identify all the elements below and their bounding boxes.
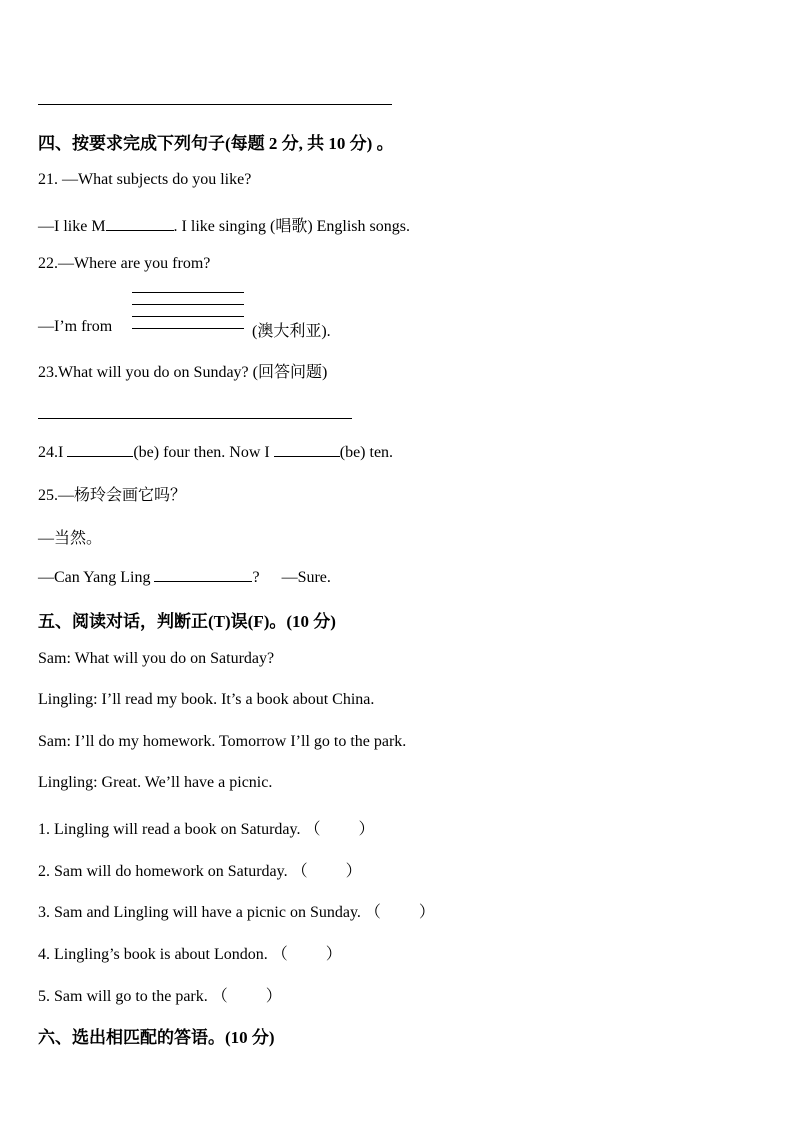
statement-5 bbox=[38, 983, 282, 1006]
q24-part-a: 24.I bbox=[38, 444, 64, 461]
q25-chinese-answer: —当然。 bbox=[38, 530, 103, 547]
answer-paren-close: ） bbox=[418, 904, 435, 921]
answer-paren-open: （ bbox=[304, 821, 321, 838]
section4-title: 四、按要求完成下列句子(每题 2 分, 共 10 分) 。 bbox=[38, 134, 394, 153]
q21-answer-prefix: —I like M bbox=[38, 218, 106, 235]
dialogue-line: Sam: I’ll do my homework. Tomorrow I’ll go to the park. bbox=[38, 733, 407, 750]
q25-prefix: —Can Yang Ling bbox=[38, 569, 151, 586]
q22-answer-suffix: (澳大利亚). bbox=[252, 323, 331, 340]
q22-guide-line-1 bbox=[132, 292, 244, 293]
answer-paren-close: ） bbox=[358, 821, 375, 838]
statement-text: 4. Lingling’s book is about London. bbox=[38, 946, 268, 963]
q25-chinese-question: 25.—杨玲会画它吗？ bbox=[38, 487, 187, 504]
q24-blank-2[interactable] bbox=[274, 442, 340, 457]
statement-text: 1. Lingling will read a book on Saturday. bbox=[38, 821, 301, 838]
q24-blank-1[interactable] bbox=[67, 442, 133, 457]
q24-part-b: (be) four then. Now I bbox=[133, 444, 270, 461]
answer-paren-open: （ bbox=[271, 946, 288, 963]
q23-question: 23.What will you do on Sunday? (回答问题) bbox=[38, 364, 328, 381]
answer-paren-close: ） bbox=[265, 988, 282, 1005]
answer-box[interactable] bbox=[308, 863, 346, 881]
answer-paren-close: ） bbox=[345, 863, 362, 880]
answer-paren-close: ） bbox=[325, 946, 342, 963]
q21-question: 21. —What subjects do you like? bbox=[38, 171, 252, 188]
statement-1 bbox=[38, 816, 375, 839]
q22-guide-line-3 bbox=[132, 316, 244, 317]
statement-4 bbox=[38, 941, 342, 964]
statement-3 bbox=[38, 899, 435, 922]
q21-answer-suffix: . I like singing (唱歌) English songs. bbox=[173, 218, 410, 235]
answer-box[interactable] bbox=[320, 821, 358, 839]
q25-question-mark: ? bbox=[252, 569, 260, 586]
q25-english-line bbox=[38, 567, 331, 587]
section5-title: 五、阅读对话，判断正(T)误(F)。(10 分) bbox=[38, 612, 336, 631]
answer-box[interactable] bbox=[228, 988, 266, 1006]
q21-answer-line bbox=[38, 213, 410, 236]
q25-sure: —Sure. bbox=[281, 569, 331, 586]
statement-text: 2. Sam will do homework on Saturday. bbox=[38, 863, 288, 880]
q22-guide-line-2 bbox=[132, 304, 244, 305]
q22-question: 22.—Where are you from? bbox=[38, 255, 211, 272]
section6-title: 六、选出相匹配的答语。(10 分) bbox=[38, 1028, 275, 1047]
dialogue-line: Sam: What will you do on Saturday? bbox=[38, 650, 275, 667]
q24-question bbox=[38, 442, 393, 462]
answer-paren-open: （ bbox=[364, 904, 381, 921]
answer-paren-open: （ bbox=[291, 863, 308, 880]
answer-box[interactable] bbox=[288, 946, 326, 964]
q25-blank[interactable] bbox=[154, 567, 252, 582]
answer-line-top[interactable] bbox=[38, 104, 392, 105]
dialogue-line: Lingling: I’ll read my book. It’s a book about China. bbox=[38, 691, 375, 708]
answer-paren-open: （ bbox=[211, 988, 228, 1005]
statement-2 bbox=[38, 858, 362, 881]
q23-answer-line[interactable] bbox=[38, 418, 352, 419]
answer-box[interactable] bbox=[381, 904, 419, 922]
statement-text: 3. Sam and Lingling will have a picnic on Sunday. bbox=[38, 904, 361, 921]
q22-answer-prefix: —I’m from bbox=[38, 318, 113, 335]
q22-guide-line-4[interactable] bbox=[132, 328, 244, 329]
q21-blank[interactable] bbox=[106, 216, 174, 231]
dialogue-line: Lingling: Great. We’ll have a picnic. bbox=[38, 774, 273, 791]
statement-text: 5. Sam will go to the park. bbox=[38, 988, 208, 1005]
q24-part-c: (be) ten. bbox=[339, 444, 394, 461]
